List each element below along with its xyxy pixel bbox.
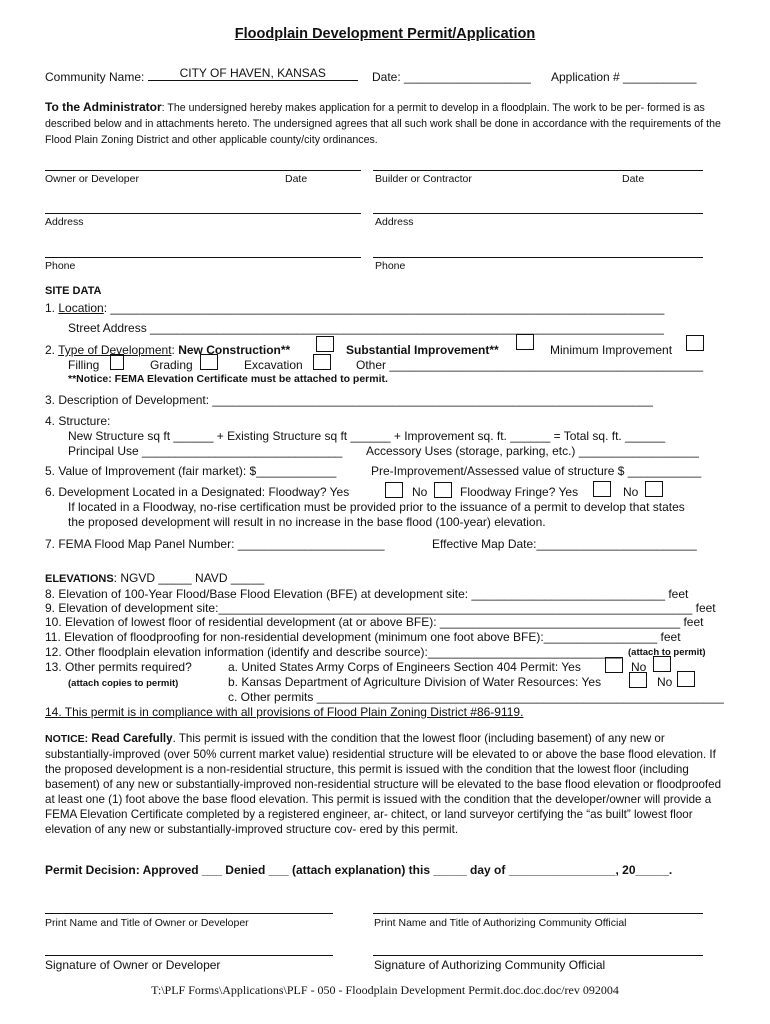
sign-official-line[interactable]	[373, 955, 703, 956]
date-field[interactable]: Date: ___________________	[372, 70, 531, 84]
grading-label: Grading	[150, 358, 193, 372]
other-field[interactable]: Other _______________________________________________	[356, 358, 704, 372]
map-panel-field[interactable]: 7. FEMA Flood Map Panel Number: ______________________	[45, 537, 385, 551]
owner-phone-label: Phone	[45, 260, 76, 272]
new-construction-checkbox[interactable]	[316, 336, 334, 352]
print-official-label: Print Name and Title of Authorizing Community Official	[374, 917, 627, 929]
community-field[interactable]	[148, 66, 358, 81]
location-label: Location	[58, 301, 104, 315]
structure-sqft-line[interactable]: New Structure sq ft ______ + Existing Structure sq ft ______ + Improvement sq. ft. ______ = Total sq. ft. ______	[68, 429, 666, 443]
sign-official-label: Signature of Authorizing Community Official	[374, 958, 606, 972]
kansas-no-checkbox[interactable]	[677, 671, 695, 687]
admin-paragraph	[45, 99, 725, 148]
owner-address-label: Address	[45, 216, 84, 228]
community-label: Community Name:	[45, 70, 145, 84]
principal-use-field[interactable]: Principal Use ______________________________	[68, 444, 343, 458]
substantial-label: Substantial Improvement**	[346, 343, 499, 357]
builder-address-line[interactable]	[373, 213, 703, 214]
community-row	[45, 66, 358, 85]
location-num: 1.	[45, 301, 56, 315]
corps-yes-checkbox[interactable]	[605, 657, 623, 673]
builder-line[interactable]	[373, 170, 703, 171]
filling-label: Filling	[68, 358, 100, 372]
description-field[interactable]: 3. Description of Development: __________________________________________________________________	[45, 393, 653, 407]
kansas-yes-checkbox[interactable]	[629, 672, 647, 688]
datum-fields[interactable]: : NGVD _____ NAVD _____	[113, 571, 265, 585]
floodway-note-2: the proposed development will result in no increase in the base flood (100-year) elevation.	[68, 515, 546, 529]
floodway-no-checkbox[interactable]	[434, 482, 452, 498]
kansas-permit-label: b. Kansas Department of Agriculture Division of Water Resources: Yes	[228, 675, 602, 689]
corps-no-label: No	[631, 660, 647, 674]
corps-permit-label: a. United States Army Corps of Engineers Section 404 Permit: Yes	[228, 660, 581, 674]
owner-date-label: Date	[285, 173, 308, 185]
notice-text: . This permit is issued with the condition that the lowest floor (including basement) of any new or substantially-improved (over 50% current market value) residential structure will be elevated to or above the base flood elevation. If the proposed development is a non-residential structure, this permit is issued with the condition that the lowest floor (including basement) of any new or substantially-improved non-residential structure will be elevated to the base flood elevation or floodproofed at least one (1) foot above the base flood elevation. This permit is issued with the condition that the developer/owner will provide a FEMA Elevation Certificate completed by a registered engineer, ar- chitect, or land surveyor certifying the “as built” lowest floor elevation of any new or substantially-improved structure cov- ered by this permit.	[45, 732, 722, 836]
accessory-uses-field[interactable]: Accessory Uses (storage, parking, etc.) __________________	[366, 444, 699, 458]
owner-line[interactable]	[45, 170, 361, 171]
attach-copies-note: (attach copies to permit)	[68, 678, 179, 689]
floodway-note-1: If located in a Floodway, no-rise certification must be provided prior to the issuance of a permit to develop that states	[68, 500, 685, 514]
new-construction-label: New Construction**	[178, 343, 291, 357]
floodway-no-label: No	[412, 485, 428, 499]
builder-address-label: Address	[375, 216, 414, 228]
owner-phone-line[interactable]	[45, 257, 361, 258]
corps-no-checkbox[interactable]	[653, 656, 671, 672]
map-date-field[interactable]: Effective Map Date:________________________	[432, 537, 697, 551]
permit-decision-line[interactable]: Permit Decision: Approved ___ Denied ___ (attach explanation) this _____ day of ________________, 20_____.	[45, 863, 673, 877]
notice-lead: NOTICE:	[45, 733, 89, 745]
location-row[interactable]	[45, 301, 664, 315]
fringe-label: Floodway Fringe? Yes	[460, 485, 579, 499]
minimum-label: Minimum Improvement	[550, 343, 673, 357]
notice-read-carefully: Read Carefully	[91, 732, 173, 745]
substantial-checkbox[interactable]	[516, 334, 534, 350]
elevation-line-9[interactable]: 9. Elevation of development site:_______________________________________________________________________ feet	[45, 601, 716, 615]
floodway-yes-checkbox[interactable]	[385, 482, 403, 498]
site-data-heading: SITE DATA	[45, 285, 102, 297]
builder-date-label: Date	[622, 173, 645, 185]
excavation-checkbox[interactable]	[313, 354, 331, 370]
elevation-line-10[interactable]: 10. Elevation of lowest floor of residential development (at or above BFE): ____________________________________ feet	[45, 615, 704, 629]
compliance-statement: 14. This permit is in compliance with all provisions of Flood Plain Zoning District #86-9119.	[45, 705, 524, 719]
sign-owner-line[interactable]	[45, 955, 333, 956]
notice-paragraph	[45, 731, 725, 837]
owner-address-line[interactable]	[45, 213, 361, 214]
fema-notice: **Notice: FEMA Elevation Certificate must be attached to permit.	[68, 373, 388, 385]
page-title: Floodplain Development Permit/Application	[234, 26, 536, 42]
structure-heading: 4. Structure:	[45, 414, 111, 428]
owner-label: Owner or Developer	[45, 173, 139, 185]
value-improvement-field[interactable]: 5. Value of Improvement (fair market): $____________	[45, 464, 337, 478]
document-footer: T:\PLF Forms\Applications\PLF - 050 - Floodplain Development Permit.doc.doc.doc/rev 092004	[151, 983, 619, 997]
location-line: : ___________________________________________________________________________________	[103, 301, 665, 315]
elevations-heading: ELEVATIONS	[45, 573, 114, 585]
pre-improvement-field[interactable]: Pre-Improvement/Assessed value of structure $ ___________	[371, 464, 702, 478]
community-value: CITY OF HAVEN, KANSAS	[179, 66, 326, 80]
floodway-label: 6. Development Located in a Designated: Floodway? Yes	[45, 485, 350, 499]
print-owner-label: Print Name and Title of Owner or Developer	[45, 917, 249, 929]
print-official-line[interactable]	[373, 913, 703, 914]
builder-phone-line[interactable]	[373, 257, 703, 258]
elevation-line-11[interactable]: 11. Elevation of floodproofing for non-residential development (minimum one foot above BFE):_________________ feet	[45, 630, 681, 644]
builder-label: Builder or Contractor	[375, 173, 472, 185]
type-development-row: 2. Type of Development: New Construction**	[45, 343, 291, 357]
elevations-row	[45, 571, 264, 585]
excavation-label: Excavation	[244, 358, 303, 372]
other-permits-field[interactable]: c. Other permits _____________________________________________________________	[228, 690, 724, 704]
elevation-line-12[interactable]: 12. Other floodplain elevation information (identify and describe source):_____________________________	[45, 645, 622, 659]
type-label: Type of Development	[58, 343, 172, 357]
grading-checkbox[interactable]	[200, 354, 218, 370]
elevation-line-8[interactable]: 8. Elevation of 100-Year Flood/Base Flood Elevation (BFE) at development site: _____________________________ feet	[45, 587, 689, 601]
sign-owner-label: Signature of Owner or Developer	[45, 958, 221, 972]
minimum-checkbox[interactable]	[686, 335, 704, 351]
type-num: 2.	[45, 343, 56, 357]
fringe-yes-checkbox[interactable]	[593, 481, 611, 497]
street-address-field[interactable]: Street Address _____________________________________________________________________________	[68, 321, 664, 335]
filling-checkbox[interactable]	[110, 354, 124, 370]
builder-phone-label: Phone	[375, 260, 406, 272]
print-owner-line[interactable]	[45, 913, 333, 914]
fringe-no-label: No	[623, 485, 639, 499]
other-permits-label: 13. Other permits required?	[45, 660, 192, 674]
fringe-no-checkbox[interactable]	[645, 481, 663, 497]
kansas-no-label: No	[657, 675, 673, 689]
attach-to-permit-note: (attach to permit)	[628, 647, 706, 658]
admin-text: : The undersigned hereby makes application for a permit to develop in a floodplain. The work to be per- formed is as described below and in attachments hereto. The undersigned agrees that all such work shall be done in accordance with the requirements of the Flood Plain Zoning District and other applicable county/city ordinances.	[45, 102, 721, 146]
application-number-field[interactable]: Application # ___________	[551, 70, 697, 84]
admin-lead: To the Administrator	[45, 100, 162, 114]
